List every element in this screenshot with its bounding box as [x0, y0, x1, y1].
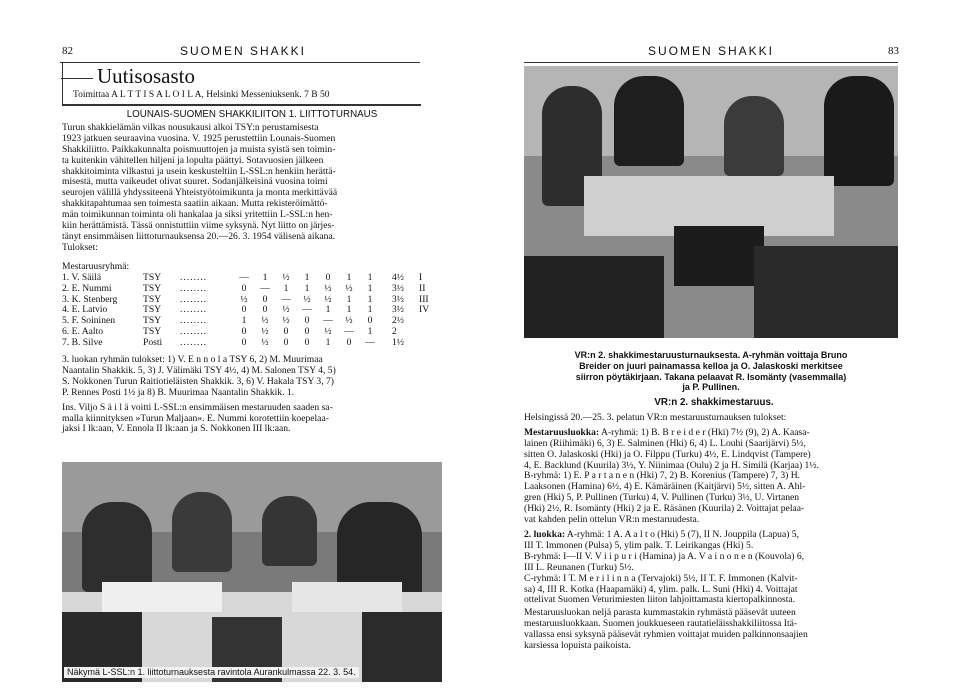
score-cell: —	[323, 315, 333, 327]
score-cell: 0	[367, 315, 373, 327]
score-cell: 1	[325, 337, 331, 349]
leader-dots: ........	[180, 282, 208, 294]
score-cell: 0	[241, 282, 247, 294]
caption-line: VR:n 2. shakkimestaruusturnauksesta. A-ryhmän voittaja Bruno	[574, 350, 848, 360]
total-score: 1½	[392, 337, 404, 349]
photo-caption-left: Näkymä L-SSL:n 1. liittoturnauksesta ravintola Aurankulmassa 22. 3. 54.	[64, 667, 359, 678]
results-row	[62, 327, 442, 338]
text-line: ta kuitenkin vähitellen hiljeni ja lopulta päättyi. Sotavuosien jälkeen	[62, 154, 324, 166]
score-cell: ½	[261, 326, 269, 338]
total-score: 2	[392, 326, 397, 338]
leader-dots: ........	[180, 304, 208, 316]
running-head-left: SUOMEN SHAKKI	[180, 44, 307, 58]
text-line: 1923 jatkuen seuraavina vuosina. V. 1925 perustettiin Lounais-Suomen	[62, 132, 336, 144]
text-line: 2. luokka: A-ryhmä: 1 A. A a l t o (Hki) 5 (7), II N. Jouppila (Lapua) 5,	[524, 528, 799, 540]
photo-caption-right	[524, 350, 898, 393]
total-score: 2½	[392, 315, 404, 327]
score-cell: 1	[241, 315, 247, 327]
leader-dots: ........	[180, 337, 208, 349]
score-cell: ½	[261, 315, 269, 327]
rule	[524, 62, 898, 63]
total-score: 4½	[392, 271, 404, 283]
article-title: VR:n 2. shakkimestaruus.	[654, 397, 774, 408]
text-line: sitten O. Jalaskoski (Hki) ja O. Filppu (Turku) 4½, E. Lindqvist (Tampere)	[524, 448, 811, 460]
results-row	[62, 295, 442, 306]
page-number-left: 82	[62, 45, 73, 57]
text-line: sa) 4, III R. Kotka (Haapamäki) 4, ylim. palk. L. Suni (Hki) 4. Voittajat	[524, 583, 798, 595]
text-line: vat kahden pelin ottelun VR:n mestaruudesta.	[524, 514, 700, 526]
text-line: Shakkiliitto. Paikkakunnalta poismuuttojen ja muista syistä sen toimin-	[62, 143, 336, 155]
text-line: Tulokset:	[62, 241, 98, 253]
text-line: ottelivat Suomen Veturimiesten liiton lahjoittamasta kiertopalkinnosta.	[524, 594, 796, 606]
score-cell: 0	[325, 271, 331, 283]
score-cell: 0	[304, 315, 310, 327]
caption-line: siirron pöytäkirjaan. Takana pelaavat R. Isomänty (vasemmalla)	[575, 371, 847, 382]
score-cell: 0	[241, 304, 247, 316]
text-line: mestaruusluokkaan. Suomen joukkueseen rautatieläisshakkiliitossa Itä-	[524, 618, 798, 630]
total-score: 3½	[392, 293, 404, 305]
text-line: Ins. Viljo S ä i l ä voitti L-SSL:n ensimmäisen mestaruuden saaden sa-	[62, 401, 333, 413]
player-name: 6. E. Aalto	[62, 326, 104, 338]
score-cell: —	[260, 282, 270, 294]
score-cell: 0	[262, 304, 268, 316]
results-heading: Mestaruusryhmä:	[62, 260, 130, 272]
section-title: Uutisosasto	[97, 64, 196, 88]
text-line: C-ryhmä: I T. M e r i l i n n a (Tervajoki) 5½, II T. F. Immonen (Kalvit-	[524, 572, 798, 584]
text-line: kiin herättämistä. Tässä onnistuttiin viime syksynä. Nyt liitto on järjes-	[62, 220, 335, 232]
score-cell: 0	[283, 326, 289, 338]
score-cell: ½	[324, 326, 332, 338]
intro-line: Helsingissä 20.—25. 3. pelatun VR:n mestaruusturnauksen tulokset:	[524, 411, 787, 423]
score-cell: 1	[367, 304, 373, 316]
results-row	[62, 316, 442, 327]
text-line: seurojen välillä yhdyssiteenä Yhteistyötoimikunta ja monta merkittävää	[62, 187, 338, 199]
score-cell: 1	[304, 282, 310, 294]
text-line: Laaksonen (Hamina) 6½, 4) E. Kämäräinen (Kaitjärvi) 5½, sitten A. Ahl-	[524, 481, 806, 493]
text-line: lainen (Riihimäki) 6, 3) E. Salminen (Hki) 6, 4) L. Louhi (Saarijärvi) 5½,	[524, 437, 806, 449]
text-line: Turun shakkielämän vilkas nousukausi alkoi TSY:n perustamisesta	[62, 121, 319, 133]
score-cell: 0	[304, 326, 310, 338]
player-club: TSY	[143, 271, 162, 283]
results-row	[62, 305, 442, 316]
text-line: misestä, mutta vaikeudet olivat suuret. Sodanjälkeisinä vuosina toimi	[62, 176, 328, 188]
player-club: TSY	[143, 315, 162, 327]
leader-dots: ........	[180, 315, 208, 327]
rule	[61, 78, 93, 79]
text-line: III T. Immonen (Pulsa) 5, ylim palk. T. Leirikangas (Hki) 5.	[524, 539, 754, 551]
score-cell: 1	[367, 282, 373, 294]
score-cell: 1	[367, 326, 373, 338]
article-title: LOUNAIS-SUOMEN SHAKKILIITON 1. LIITTOTURNAUS	[126, 109, 378, 120]
score-cell: —	[302, 304, 312, 316]
score-cell: ½	[282, 304, 290, 316]
score-cell: ½	[324, 293, 332, 305]
player-name: 1. V. Säilä	[62, 271, 102, 283]
score-cell: ½	[261, 337, 269, 349]
leader-dots: ........	[180, 271, 208, 283]
placing: I	[419, 271, 423, 283]
score-cell: ½	[345, 315, 353, 327]
results-table	[62, 273, 442, 349]
text-line: män toimikunnan toiminta oli hankalaa ja siksi yritettiin L-SSL:n hen-	[62, 209, 333, 221]
player-club: TSY	[143, 326, 162, 338]
score-cell: 0	[346, 337, 352, 349]
player-club: TSY	[143, 304, 162, 316]
score-cell: 0	[241, 326, 247, 338]
score-cell: 1	[367, 271, 373, 283]
score-cell: ½	[324, 282, 332, 294]
results-row	[62, 273, 442, 284]
text-line: gren (Hki) 5, P. Pullinen (Turku) 4, V. Pullinen (Turku) 3½, U. Virtanen	[524, 492, 800, 504]
left-article	[62, 110, 442, 435]
score-cell: ½	[345, 282, 353, 294]
score-cell: 0	[304, 337, 310, 349]
total-score: 3½	[392, 282, 404, 294]
text-line: Naantalin Shakkik. 5, 3) J. Välimäki TSY 4½, 4) M. Salonen TSY 4, 5)	[62, 364, 336, 376]
player-club: Posti	[143, 337, 163, 349]
text-line: tänyt ensimmäisen liittoturnauksensa 20.—26. 3. 1954 välisenä aikana.	[62, 230, 336, 242]
score-cell: —	[365, 337, 375, 349]
right-page	[480, 0, 960, 694]
text-line: 3. luokan ryhmän tulokset: 1) V. E n n o l a TSY 6, 2) M. Muurimaa	[62, 354, 323, 366]
score-cell: 0	[241, 337, 247, 349]
leader-dots: ........	[180, 326, 208, 338]
score-cell: —	[239, 271, 249, 283]
text-line: jaksi I lk:aan, V. Ennola II lk:aan ja S. Nokkonen III lk:aan.	[62, 423, 291, 435]
text-line: III L. Reunanen (Turku) 5½.	[524, 561, 634, 573]
score-cell: ½	[282, 271, 290, 283]
leader-dots: ........	[180, 293, 208, 305]
score-cell: 0	[283, 337, 289, 349]
text-line: 4, E. Backlund (Kuurila) 3½, Y. Niinimaa (Oulu) 2 ja H. Similä (Karjaa) 1½.	[524, 459, 819, 471]
player-name: 3. K. Stenberg	[62, 293, 118, 305]
section-header-box	[62, 62, 421, 106]
text-line: shakkitoiminta vilkastui ja usein keskusteltiin L-SSL:n henkiin herättä-	[62, 165, 336, 177]
text-line: P. Rennes Posti 1½ ja 8) B. Muurimaa Naantalin Shakkik. 1.	[62, 386, 295, 398]
score-cell: 1	[346, 304, 352, 316]
text-line: Mestaruusluokan neljä parasta kummastakin ryhmästä pääsevät uuteen	[524, 607, 796, 619]
vr-tournament-photo	[524, 66, 898, 338]
score-cell: —	[344, 326, 354, 338]
caption-line: ja P. Pullinen.	[682, 382, 740, 393]
text-line: (Hki) 2½, R. Isomänty (Hki) 2 ja E. Räsänen (Kuurila) 2. Voittajat pelaa-	[524, 503, 805, 515]
placing	[419, 316, 442, 327]
luokka2-label: 2. luokka:	[524, 528, 566, 540]
mestaruus-label: Mestaruusluokka:	[524, 426, 600, 438]
player-club: TSY	[143, 293, 162, 305]
section-subtitle: Toimittaa A L T T I S A L O I L A, Helsinki Messeniuksenk. 7 B 50	[73, 90, 330, 100]
placing: II	[419, 282, 426, 294]
player-club: TSY	[143, 282, 162, 294]
score-cell: 0	[262, 293, 268, 305]
player-name: 7. B. Silve	[62, 337, 103, 349]
player-name: 5. F. Soininen	[62, 315, 116, 327]
placing: III	[419, 293, 429, 305]
page-number-right: 83	[888, 45, 899, 57]
score-cell: 1	[304, 271, 310, 283]
score-cell: ½	[303, 293, 311, 305]
score-cell: 1	[346, 293, 352, 305]
text-line: shakkitapahtumaa sen toimesta saatiin aikaan. Mutta rekisteröimättö-	[62, 198, 328, 210]
caption-line: Breider on juuri painamassa kelloa ja O. Jalaskoski merkitsee	[579, 360, 843, 371]
total-score: 3½	[392, 304, 404, 316]
results-row	[62, 284, 442, 295]
player-name: 2. E. Nummi	[62, 282, 112, 294]
placing	[419, 327, 442, 338]
score-cell: 1	[325, 304, 331, 316]
text-line: S. Nokkonen Turun Raitiotieläisten Shakkik. 3, 6) V. Hakala TSY 3, 7)	[62, 375, 334, 387]
score-cell: 1	[346, 271, 352, 283]
article-body	[62, 123, 442, 254]
text-line: B-ryhmä: I—II V. V i i p u r i (Hamina) ja A. V a i n o n e n (Kouvola) 6,	[524, 550, 805, 562]
score-cell: ½	[240, 293, 248, 305]
placing: IV	[419, 304, 430, 316]
placing	[419, 338, 442, 349]
text-line: vallassa ensi syksynä pääsevät ryhmien voittajat muiden palkinnonsaajien	[524, 629, 808, 641]
text-line: Mestaruusluokka: A-ryhmä: 1) B. B r e i d e r (Hki) 7½ (9), 2) A. Kaasa-	[524, 426, 810, 438]
tournament-hall-photo	[62, 462, 442, 682]
player-name: 4. E. Latvio	[62, 304, 108, 316]
score-cell: —	[281, 293, 291, 305]
score-cell: 1	[283, 282, 289, 294]
text-line: B-ryhmä: 1) E. P a r t a n e n (Hki) 7, 2) B. Korenius (Tampere) 7, 3) H.	[524, 470, 801, 482]
running-head-right: SUOMEN SHAKKI	[648, 44, 775, 58]
score-cell: 1	[262, 271, 268, 283]
score-cell: ½	[282, 315, 290, 327]
text-line: malla kiinnityksen »Turun Maljaan». E. Nummi korotettiin koepelaa-	[62, 412, 329, 424]
text-line: karsiessa lopuista paikoista.	[524, 640, 631, 652]
right-article	[524, 398, 904, 652]
score-cell: 1	[367, 293, 373, 305]
results-row	[62, 338, 442, 349]
